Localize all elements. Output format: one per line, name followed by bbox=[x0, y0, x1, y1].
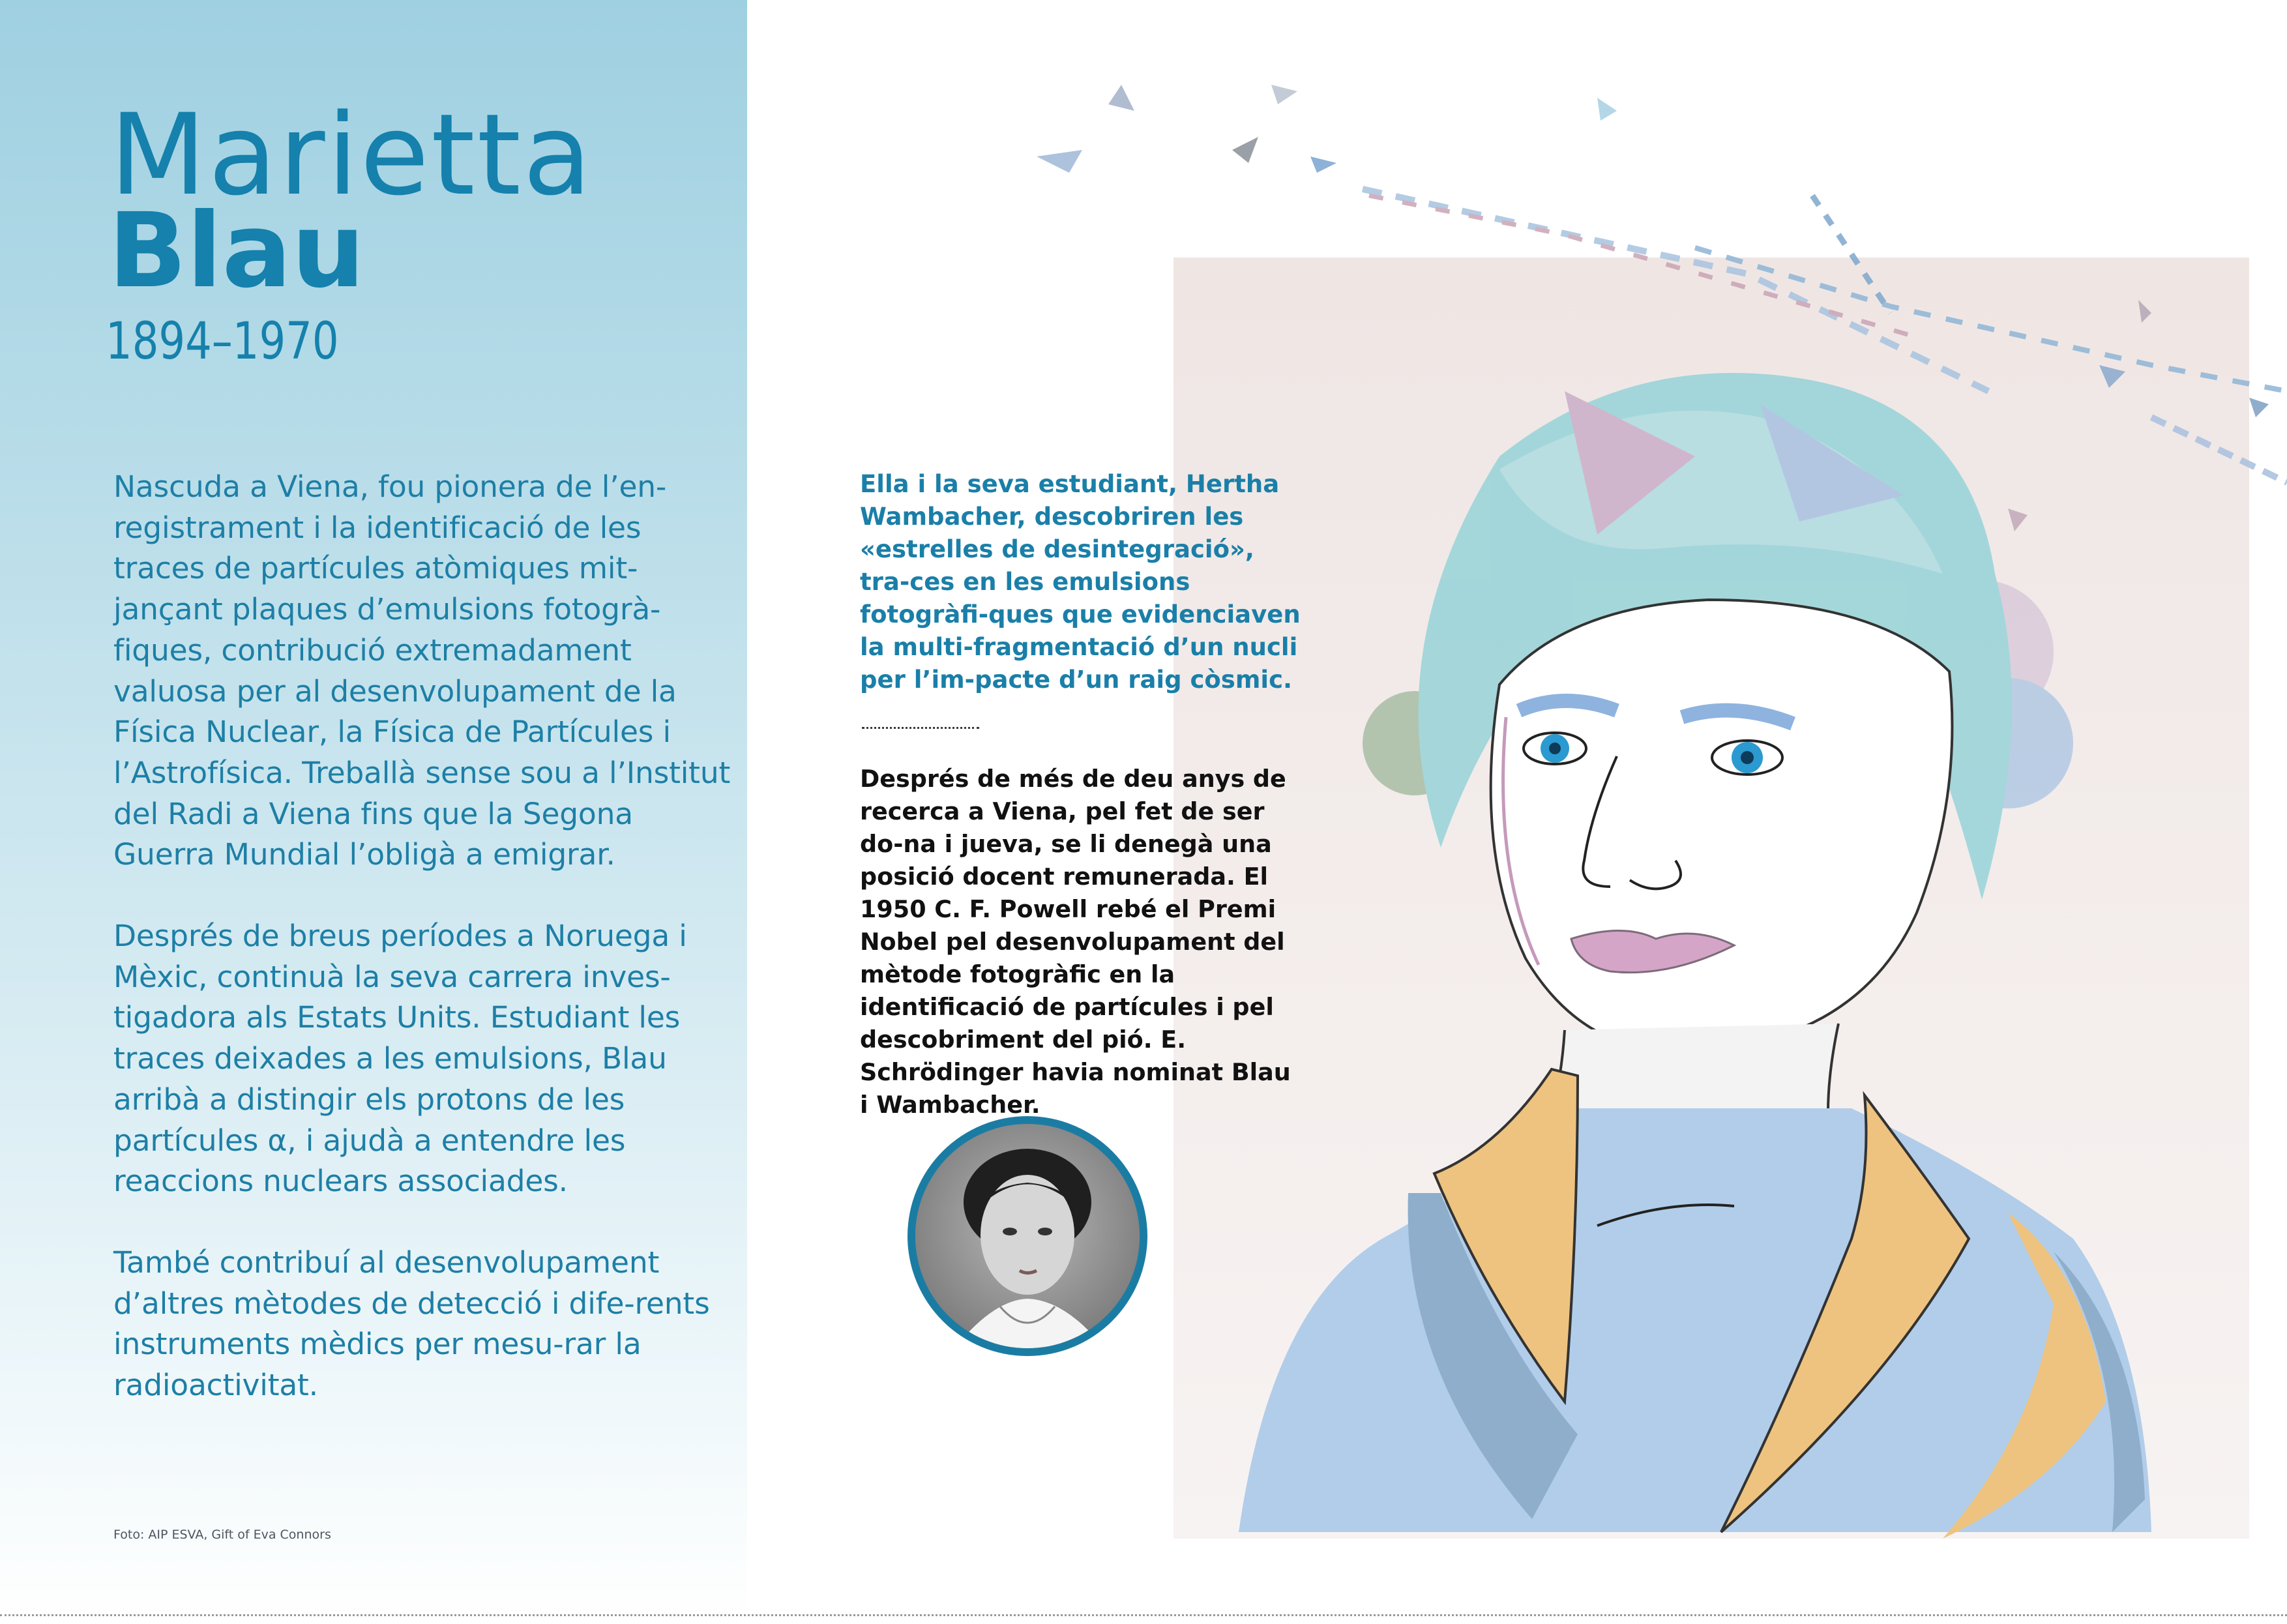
bio-paragraph-1: Nascuda a Viena, fou pionera de l’en-registrament i la identificació de les traces de partícules atòmiques mit-jançant plaques d’emulsions fotogrà-fiques, contribució extremadament valuosa per al desenvolupament de la Física Nuclear, la Física de Partícules i l’Astrofísica. Treballà sense sou a l’Institut del Radi a Viena fins que la Segona Guerra Mundial l’obligà a emigrar. bbox=[113, 469, 731, 872]
life-years: 1894–1970 bbox=[106, 312, 339, 371]
footer-dotted-line bbox=[0, 1614, 2287, 1616]
photo-credit: Foto: AIP ESVA, Gift of Eva Connors bbox=[113, 1528, 331, 1542]
last-name-heading: Blau bbox=[108, 191, 365, 311]
biography bbox=[113, 467, 739, 1447]
left-panel bbox=[0, 0, 747, 1624]
highlight-quote: Ella i la seva estudiant, Hertha Wambacher, descobriren les «estrelles de desintegració», tra-ces en les emulsions fotogràfi-ques que evidenciaven la multi-fragmentació d’un nucli per l’im-pacte d’un raig còsmic. bbox=[860, 470, 1301, 694]
bio-paragraph-3: També contribuí al desenvolupament d’altres mètodes de detecció i dife-rents instruments mèdics per mesu-rar la radioactivitat. bbox=[113, 1245, 710, 1403]
portrait-photo bbox=[907, 1116, 1147, 1356]
dotted-divider bbox=[862, 727, 979, 729]
detail-paragraph: Després de més de deu anys de recerca a Viena, pel fet de ser do-na i jueva, se li denegà una posició docent remunerada. El 1950 C. F. Powell rebé el Premi Nobel pel desenvolupament del mètode fotogràfic en la identificació de partícules i pel descobriment del pió. E. Schrödinger havia nominat Blau i Wambacher. bbox=[860, 765, 1291, 1119]
portrait-photo-image bbox=[915, 1124, 1140, 1348]
bio-paragraph-2: Després de breus períodes a Noruega i Mèxic, continuà la seva carrera inves-tigadora als Estats Units. Estudiant les traces deixades a les emulsions, Blau arribà a distingir els protons de les partícules α, i ajudà a entendre les reaccions nuclears associades. bbox=[113, 919, 687, 1199]
first-name-heading: Marietta bbox=[110, 89, 594, 220]
